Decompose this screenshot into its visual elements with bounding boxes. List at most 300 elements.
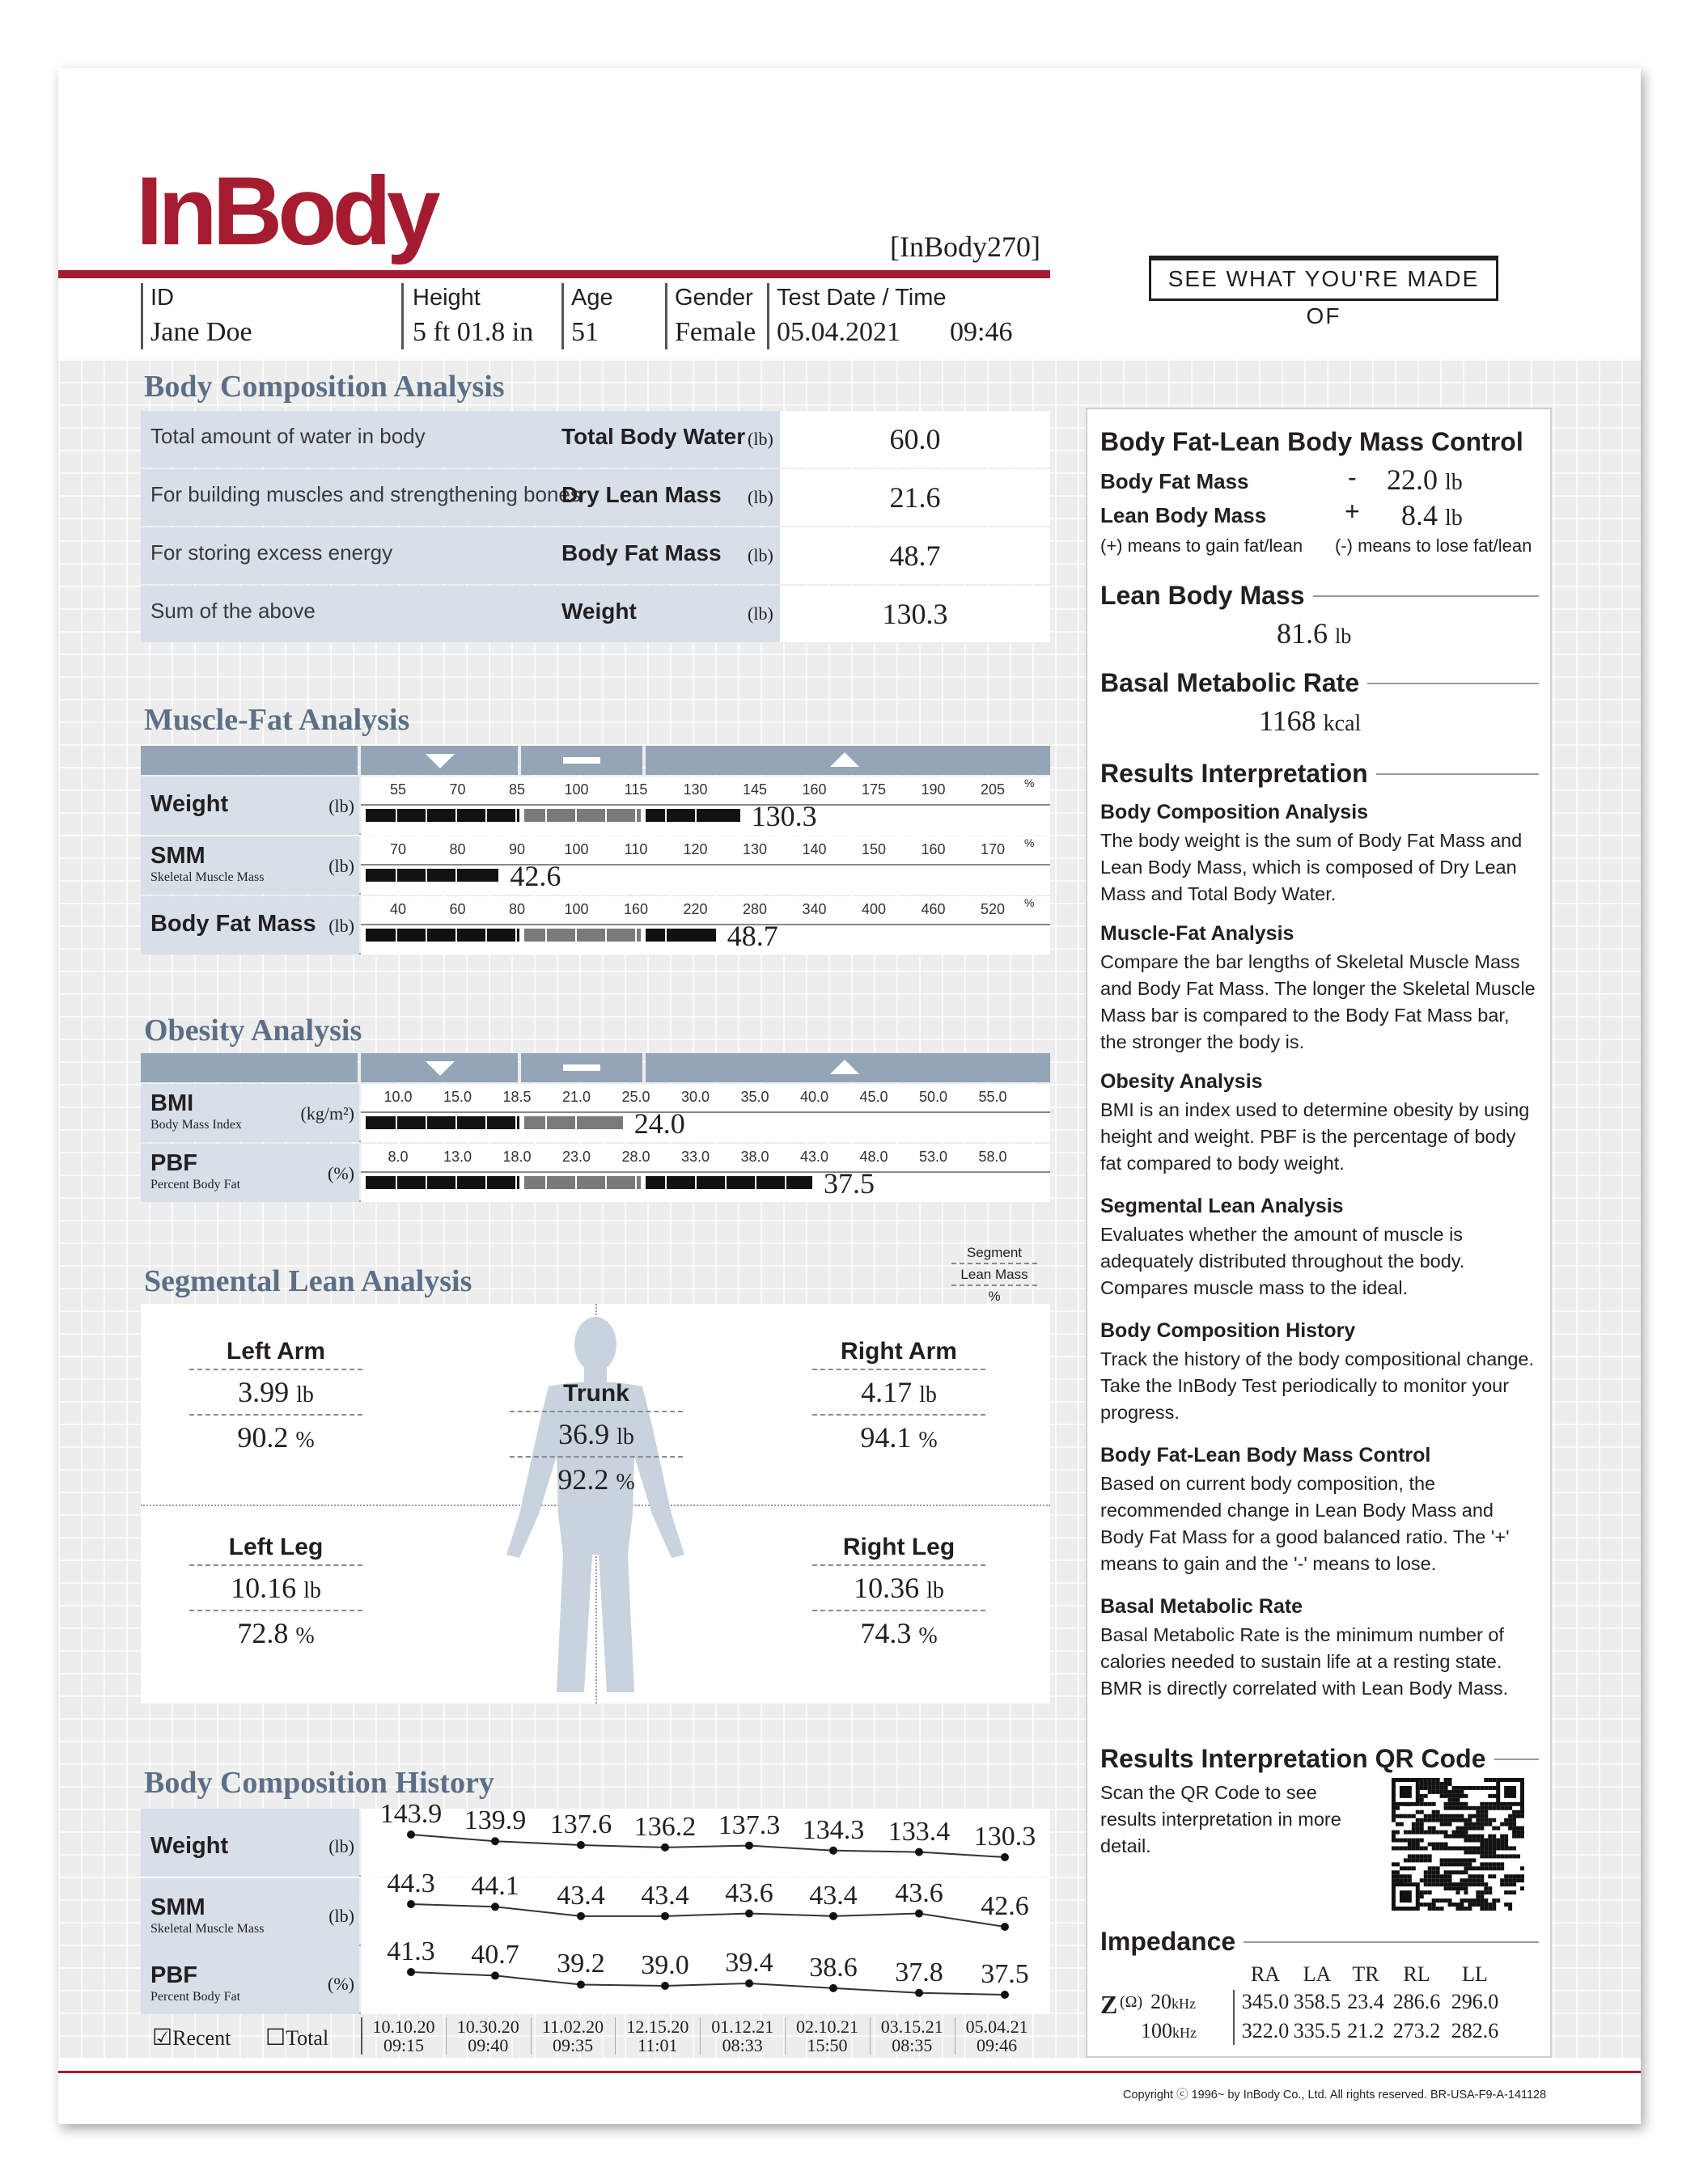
imp-value: 273.2 [1392,2019,1441,2042]
model-label: [InBody270] [890,231,1040,263]
history-point [661,1912,669,1920]
history-point [745,1979,753,1987]
legend-lean-mass: Lean Mass [951,1264,1037,1286]
slogan-box: SEE WHAT YOU'RE MADE OF [1149,256,1498,301]
mfa-title: Muscle-Fat Analysis [144,703,410,737]
mfa-name: Body Fat Mass [150,911,316,937]
interp-text: Based on current body composition, the recommended change in Lean Body Mass and Body Fat Mass for a good balanced ratio. The '+' means to gain and the '-' means to lose. [1100,1473,1510,1574]
history-plot [361,1799,1050,1877]
mfa-tick: 90 [508,841,526,857]
mfa-bar-divider [545,929,547,942]
mfa-bar-divider [396,929,397,942]
mfa-bar-segment [646,929,716,942]
imp-col: TR [1352,1962,1379,1986]
left-arm-pct: 90.2 % [237,1421,315,1454]
history-value: 42.6 [981,1891,1029,1921]
mfa-bar-divider [635,809,637,822]
history-row [141,1869,1050,1946]
oa-title: Obesity Analysis [144,1014,362,1048]
legend-pct: % [988,1289,1001,1304]
oa-range-header [141,1053,1050,1082]
time-value: 09:46 [950,317,1013,347]
history-point [491,1837,499,1845]
history-date-day: 11.02.20 [542,2017,604,2037]
mfa-tick: 115 [624,781,648,798]
lbm-header [1100,581,1539,611]
oa-bar-divider [575,1176,577,1189]
id-label: ID [150,285,174,311]
bca-unit: (lb) [748,487,773,507]
oa-bar-divider [575,1116,577,1129]
mfa-row [141,896,1050,954]
history-value: 37.8 [895,1957,943,1987]
left-arm-block [189,1338,362,1459]
imp-value: 23.4 [1347,1990,1384,2013]
oa-value: 24.0 [633,1107,685,1140]
lbm-title: Lean Body Mass [1100,581,1305,610]
history-date [955,2017,1039,2055]
interp-text: Evaluates whether the amount of muscle is adequately distributed throughout the body. Compares muscle mass to the ideal. [1100,1224,1465,1298]
history-value: 37.5 [981,1959,1029,1989]
oa-bar-segment [524,1176,641,1189]
mfa-bar-divider [455,869,457,882]
mfa-axis [361,924,1050,925]
oa-bar-segment [366,1116,519,1129]
oa-bar-divider [755,1176,756,1189]
oa-tick: 8.0 [388,1149,409,1165]
bca-desc: For building muscles and strengthening bones [150,482,581,506]
history-name: PBF [150,1962,197,1988]
history-sub: Skeletal Muscle Mass [150,1922,265,1936]
history-date-day: 10.10.20 [372,2017,435,2037]
total-option[interactable]: ☐Total [265,2025,329,2051]
right-arm-block [812,1338,985,1459]
history-point [407,1900,415,1908]
over-arrow-icon [830,1060,859,1074]
mfa-tick: 120 [683,841,708,857]
mfa-bar-segment [646,809,740,822]
history-date [531,2017,615,2055]
bca-value: 48.7 [889,540,941,572]
left-arm-lb: 3.99 lb [189,1370,362,1416]
mfa-bar-divider [605,809,607,822]
mfa-tick: 130 [742,841,768,857]
under-arrow-icon [426,1061,455,1076]
right-leg-label: Right Leg [812,1534,985,1566]
bca-value-cell [780,586,1050,642]
history-value: 39.4 [725,1948,773,1978]
height-label: Height [413,285,481,311]
oa-sub: Body Mass Index [150,1118,242,1132]
control-lean-sign: + [1345,497,1360,526]
mfa-head-blank [141,746,358,775]
oa-bar-divider [455,1116,457,1129]
left-arm-label: Left Arm [189,1338,362,1370]
mfa-tick: 130 [683,781,708,798]
oa-value: 37.5 [824,1167,875,1200]
history-date-time: 09:15 [383,2035,425,2055]
oa-bar-divider [426,1176,427,1189]
bca-value: 21.6 [889,481,941,514]
history-value: 143.9 [379,1799,443,1829]
mfa-tick: 60 [449,901,466,917]
history-date-time: 08:33 [722,2035,763,2055]
history-plot [361,1869,1050,1946]
sla-panel [141,1304,1050,1704]
history-value: 43.4 [809,1880,858,1911]
oa-bar-segment [524,1116,623,1129]
oa-tick: 48.0 [859,1149,888,1165]
mfa-row-label [141,836,359,895]
history-value: 136.2 [633,1811,697,1842]
bca-desc: Total amount of water in body [150,424,426,448]
mfa-tick: 340 [802,901,827,917]
oa-axis [361,1171,1050,1173]
oa-bar-divider [515,1176,517,1189]
over-arrow-icon [830,752,859,767]
history-date [700,2017,784,2055]
mfa-bar-divider [485,929,487,942]
control-fat-value: 22.0 lb [1387,463,1463,496]
bca-row-label [141,411,780,468]
interp-heading: Basal Metabolic Rate [1100,1595,1303,1618]
history-date [870,2017,954,2055]
oa-tick: 38.0 [740,1149,769,1165]
history-point [915,1848,923,1856]
imp-value: 358.5 [1293,1990,1341,2013]
impedance-title: Impedance [1100,1927,1236,1956]
history-value: 38.6 [809,1952,858,1983]
mfa-sub: Skeletal Muscle Mass [150,870,265,884]
interp-text: Track the history of the body compositional change. Take the InBody Test periodically to monitor your progress. [1100,1348,1535,1423]
history-point [1001,1923,1009,1931]
interp-header [1100,759,1539,789]
history-point [577,1841,585,1849]
imp-col: RA [1250,1962,1281,1986]
oa-tick: 58.0 [978,1149,1007,1165]
interp-item [1100,1595,1537,1702]
interp-item [1100,1444,1537,1577]
mfa-pct-mark: % [1024,836,1035,849]
bca-row-label [141,469,780,526]
interp-text: BMI is an index used to determine obesity by using height and weight. PBF is the percentage of body fat compared to body weight. [1100,1099,1530,1174]
history-point [491,1903,499,1911]
mfa-bar-divider [396,869,397,882]
history-unit: (%) [328,1974,354,1994]
mfa-bar-segment [524,809,641,822]
history-date-day: 03.15.21 [880,2017,943,2037]
left-leg-label: Left Leg [189,1534,362,1566]
trunk-block [510,1380,683,1501]
oa-name: BMI [150,1090,194,1116]
interp-heading: Muscle-Fat Analysis [1100,922,1294,945]
oa-bar-segment [646,1176,812,1189]
bca-value-cell [780,411,1050,468]
interp-title: Results Interpretation [1100,759,1368,788]
sla-title: Segmental Lean Analysis [144,1264,472,1298]
oa-bar-divider [545,1116,547,1129]
mfa-tick: 220 [683,901,708,917]
imp-value: 335.5 [1293,2019,1341,2042]
mfa-tick: 170 [980,841,1006,857]
history-value: 39.0 [641,1949,689,1980]
bca-value: 60.0 [889,423,941,455]
mfa-bar-divider [695,809,697,822]
mfa-unit: (lb) [328,916,354,936]
bca-row [141,411,1050,468]
history-value: 43.4 [557,1880,605,1911]
mfa-bar-divider [605,929,607,942]
oa-tick: 25.0 [621,1089,650,1105]
bca-row [141,527,1050,584]
history-name: SMM [150,1894,205,1920]
mfa-value: 130.3 [751,800,817,832]
history-point [829,1912,837,1920]
mfa-tick: 40 [389,901,407,917]
history-point [661,1982,669,1990]
mfa-row [141,777,1050,835]
interp-text: Basal Metabolic Rate is the minimum number of calories needed to sustain life at a resting state. BMR is directly correlated with Lean Body Mass. [1100,1624,1509,1699]
body-silhouette-icon [498,1312,693,1700]
history-point [1001,1991,1009,1999]
mfa-bar-divider [426,929,427,942]
mfa-bar-segment [366,929,519,942]
mfa-tick: 80 [508,901,526,917]
mfa-unit: (lb) [328,796,354,816]
history-row [141,1936,1050,2014]
inbody-logo: InBody [136,157,436,265]
oa-bar-area [361,1144,1050,1202]
qr-title: Results Interpretation QR Code [1100,1744,1486,1773]
bca-desc: Sum of the above [150,599,316,623]
interp-list [1100,801,1537,1716]
history-value: 43.4 [641,1880,689,1911]
mfa-tick: 100 [564,781,589,798]
history-point [407,1831,415,1839]
mfa-pct-mark: % [1024,777,1035,789]
imp-col: RL [1403,1962,1430,1986]
bca-row-label [141,586,780,642]
qr-code-icon[interactable] [1392,1778,1524,1911]
bca-row [141,586,1050,642]
bca-unit: (lb) [748,545,773,565]
history-value: 133.4 [888,1816,951,1847]
right-leg-pct: 74.3 % [860,1617,938,1649]
mfa-row-label [141,777,359,835]
imp-value: 296.0 [1451,1990,1499,2013]
interp-text: Compare the bar lengths of Skeletal Muscle Mass and Body Fat Mass. The longer the Skeletal Muscle Mass bar is compared to the Body Fat Mass bar, the stronger the body is. [1100,951,1536,1052]
bca-value-cell [780,469,1050,526]
control-title: Body Fat-Lean Body Mass Control [1100,427,1523,456]
oa-tick: 28.0 [621,1149,650,1165]
history-point [829,1847,837,1855]
imp-value: 286.6 [1392,1990,1441,2013]
history-value: 137.6 [549,1809,612,1839]
mfa-bar-area [361,896,1050,954]
qr-header [1100,1744,1539,1774]
sla-legend [951,1242,1037,1306]
oa-row [141,1144,1050,1202]
history-unit: (lb) [328,1906,354,1926]
height-value: 5 ft 01.8 in [413,317,534,347]
trunk-pct: 92.2 % [557,1463,635,1496]
oa-bar-divider [635,1176,637,1189]
qr-text: Scan the QR Code to see results interpretation in more detail. [1100,1782,1341,1856]
right-panel [1086,408,1552,2058]
mfa-bar-divider [485,809,487,822]
copyright: Copyright ⓒ 1996~ by InBody Co., Ltd. All rights reserved. BR-USA-F9-A-141128 [1123,2089,1547,2101]
bca-title: Body Composition Analysis [144,370,505,404]
right-arm-lb: 4.17 lb [812,1370,985,1416]
bca-value-cell [780,527,1050,584]
history-point [577,1980,585,1988]
history-date [785,2017,869,2055]
mfa-bar-area [361,836,1050,895]
imp-freq-20: 20kHz [1150,1990,1196,2013]
history-date-time: 08:35 [892,2035,933,2055]
history-plot [361,1936,1050,2014]
footer-rule [58,2071,1641,2073]
gender-label: Gender [675,285,753,311]
mfa-axis [361,804,1050,806]
interp-item [1100,922,1537,1056]
oa-bar-divider [605,1176,607,1189]
history-date [446,2017,530,2055]
history-date [615,2017,699,2055]
mfa-bar-area [361,777,1050,835]
oa-sub: Percent Body Fat [150,1178,241,1191]
date-label: Test Date / Time [777,285,947,311]
mfa-bar-divider [635,929,637,942]
oa-bar-divider [396,1116,397,1129]
mfa-tick: 190 [921,781,946,798]
normal-dash-icon [563,1064,600,1071]
mfa-tick: 100 [564,901,589,917]
control-fat-sign: - [1348,463,1357,492]
mfa-bar-divider [455,809,457,822]
control-lean-value: 8.4 lb [1401,499,1463,531]
mfa-tick: 140 [802,841,827,857]
oa-row-label [141,1144,359,1202]
interp-text: The body weight is the sum of Body Fat Mass and Lean Body Mass, which is composed of Dry Lean Mass and Total Body Water. [1100,830,1523,904]
interp-heading: Body Composition History [1100,1319,1356,1342]
history-value: 43.6 [725,1877,773,1908]
history-value: 137.3 [718,1809,781,1840]
history-value: 43.6 [895,1877,943,1908]
right-leg-lb: 10.36 lb [812,1566,985,1611]
age-label: Age [571,285,613,311]
mfa-tick: 100 [564,841,589,857]
mfa-unit: (lb) [328,856,354,876]
history-date-day: 02.10.21 [796,2017,858,2037]
right-arm-pct: 94.1 % [860,1421,938,1454]
mfa-tick: 460 [921,901,946,917]
oa-bar-segment [366,1176,519,1189]
oa-bar-divider [455,1176,457,1189]
mfa-tick: 400 [861,901,887,917]
mfa-bar-divider [575,809,577,822]
mfa-bar-divider [396,809,397,822]
interp-heading: Segmental Lean Analysis [1100,1195,1344,1217]
oa-bar-divider [725,1176,727,1189]
history-date-day: 01.12.21 [711,2017,774,2037]
bca-value: 130.3 [882,598,948,630]
imp-value: 322.0 [1241,2019,1290,2042]
oa-tick: 30.0 [680,1089,710,1105]
id-value: Jane Doe [150,317,252,347]
history-date-day: 10.30.20 [456,2017,519,2037]
history-date-time: 15:50 [807,2035,848,2055]
history-point [915,1910,923,1918]
mfa-bar-segment [366,869,498,882]
oa-bar-divider [695,1176,697,1189]
imp-freq-100: 100kHz [1141,2019,1197,2042]
mfa-tick: 55 [389,781,407,798]
bca-name: Body Fat Mass [561,540,722,565]
interp-item [1100,1070,1537,1177]
interp-item [1100,801,1537,908]
history-value: 39.2 [557,1949,605,1979]
bca-row-label [141,527,780,584]
bca-unit: (lb) [748,603,773,624]
mfa-tick: 175 [861,781,887,798]
oa-tick: 53.0 [918,1149,948,1165]
history-date-time: 09:40 [468,2035,509,2055]
impedance-header [1100,1927,1539,1957]
control-note-lose: (-) means to lose fat/lean [1335,535,1532,556]
bca-row [141,469,1050,526]
legend-segment: Segment [951,1242,1037,1264]
history-point [577,1912,585,1920]
oa-tick: 43.0 [799,1149,829,1165]
oa-unit: (kg/m²) [300,1103,354,1124]
control-fat-label: Body Fat Mass [1100,469,1249,493]
history-date-day: 12.15.20 [626,2017,689,2037]
oa-tick: 23.0 [561,1149,591,1165]
oa-bar-divider [785,1176,786,1189]
history-date-time: 09:35 [553,2035,594,2055]
mfa-tick: 110 [624,841,648,857]
history-value: 130.3 [973,1822,1036,1852]
mfa-bar-divider [515,929,517,942]
history-sub: Percent Body Fat [150,1990,241,2004]
history-row-label [141,1878,359,1946]
imp-value: 282.6 [1451,2019,1499,2042]
oa-bar-divider [485,1116,487,1129]
left-leg-pct: 72.8 % [237,1617,315,1649]
history-value: 40.7 [471,1940,519,1970]
mfa-tick: 70 [389,841,407,857]
history-point [745,1842,753,1850]
interp-heading: Body Fat-Lean Body Mass Control [1100,1444,1431,1467]
oa-tick: 50.0 [918,1089,948,1105]
imp-value: 345.0 [1241,1990,1290,2013]
oa-tick: 21.0 [561,1089,591,1105]
history-point [407,1968,415,1976]
oa-tick: 40.0 [799,1089,829,1105]
oa-bar-divider [485,1176,487,1189]
header-rule [58,270,1050,278]
mfa-row [141,836,1050,895]
oa-tick: 18.0 [502,1149,532,1165]
right-arm-label: Right Arm [812,1338,985,1370]
history-line [361,1878,1050,1946]
date-value: 05.04.2021 [777,317,900,347]
recent-option[interactable]: ☑Recent [152,2025,231,2051]
control-note-gain: (+) means to gain fat/lean [1100,535,1303,556]
left-leg-lb: 10.16 lb [189,1566,362,1611]
interp-heading: Body Composition Analysis [1100,801,1369,823]
